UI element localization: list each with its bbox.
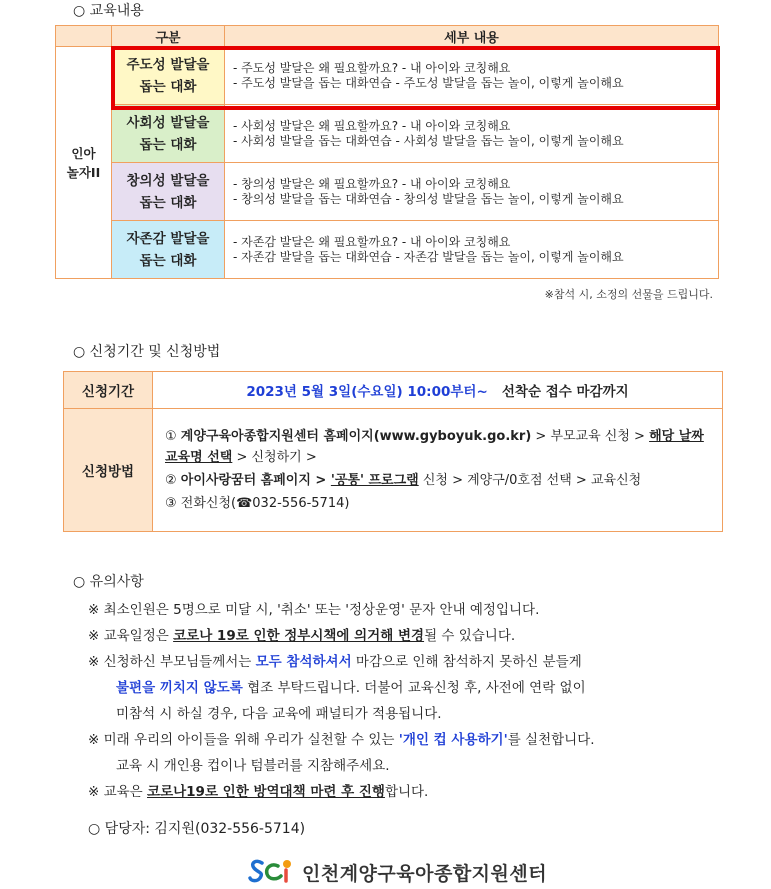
category-line1: 창의성 발달을 [126,172,210,189]
method-number: ② [165,473,177,488]
category-line1: 사회성 발달을 [126,114,210,131]
note-emphasis: 코로나 19로 인한 정부시책에 의거해 변경 [173,628,425,644]
method-path: > 부모교육 신청 > [531,429,650,444]
detail-cell [225,221,719,279]
detail-line1: - 창의성 발달은 왜 필요할까요? - 내 아이와 코칭해요 [233,176,511,191]
category-line1: 자존감 발달을 [126,230,210,247]
footer [248,855,547,889]
detail-cell [225,105,719,163]
detail-line2: - 사회성 발달을 돕는 대화연습 - 사회성 발달을 돕는 놀이, 이렇게 놀이해요 [233,133,624,148]
method-item-2 [165,470,712,491]
period-value: 2023년 5월 3일(수요일) 10:00부터~ [246,384,488,400]
note-text: 를 실천합니다. [507,732,595,748]
detail-line1: - 자존감 발달은 왜 필요할까요? - 내 아이와 코칭해요 [233,234,511,249]
category-line1: 주도성 발달을 [126,56,210,73]
group-label-line1: 인아 [71,145,96,161]
note-emphasis: 불편을 끼치지 않도록 [116,680,243,696]
sci-logo-icon [248,855,296,889]
header-detail: 세부 내용 [225,26,719,47]
note-item-continued [88,675,728,701]
notes-list [88,597,728,805]
homepage-link[interactable]: 계양구육아종합지원센터 홈페이지(www.gyboyuk.go.kr) [180,429,532,444]
category-line2: 돕는 대화 [139,194,197,211]
method-path-end: 신청 > 계양구/0호점 선택 > 교육신청 [418,473,642,488]
category-cell [112,221,225,279]
header-category: 구분 [112,26,225,47]
header-blank [56,26,112,47]
note-text: 마감으로 인해 참석하지 못하신 분들게 [351,654,582,670]
detail-line2: - 주도성 발달을 돕는 대화연습 - 주도성 발달을 돕는 놀이, 이렇게 놀이해요 [233,75,624,90]
note-text: ※ 교육은 [88,784,148,800]
select-course-text: 해당 날짜 교육명 선택 [165,429,704,465]
note-item [88,779,728,805]
note-item [88,623,728,649]
period-suffix: 선착순 접수 마감까지 [501,384,629,400]
method-item-1 [165,426,712,468]
detail-line1: - 주도성 발달은 왜 필요할까요? - 내 아이와 코칭해요 [233,60,511,75]
section-heading-notes: ○ 유의사항 [73,574,144,590]
section-heading-content: ○ 교육내용 [73,3,144,19]
common-program-text: '공통' 프로그램 [330,473,419,488]
group-label-line2: 놀자II [66,164,101,180]
detail-line2: - 창의성 발달을 돕는 대화연습 - 창의성 발달을 돕는 놀이, 이렇게 놀이해요 [233,191,624,206]
note-text: ※ 교육일정은 [88,628,174,644]
method-item-3: ③ 전화신청(☎032-556-5714) [165,496,350,511]
aisarang-text: 아이사랑꿈터 홈페이지 > [180,473,331,488]
section-heading-apply: ○ 신청기간 및 신청방법 [73,344,221,360]
method-number: ① [165,429,177,444]
note-text: 협조 부탁드립니다. 더불어 교육신청 후, 사전에 연락 없이 [242,680,586,696]
note-item [88,727,728,753]
gift-note: ※참석 시, 소정의 선물을 드립니다. [544,288,713,301]
detail-line2: - 자존감 발달을 돕는 대화연습 - 자존감 발달을 돕는 놀이, 이렇게 놀이해요 [233,249,624,264]
method-cell [153,409,723,532]
note-text: 합니다. [384,784,429,800]
method-label: 신청방법 [64,409,153,532]
method-path-end: > 신청하기 > [232,450,317,465]
category-line2: 돕는 대화 [139,252,197,269]
note-emphasis: '개인 컵 사용하기' [398,732,508,748]
category-line2: 돕는 대화 [139,136,197,153]
note-text: ※ 미래 우리의 아이들을 위해 우리가 실천할 수 있는 [88,732,399,748]
category-cell [112,163,225,221]
group-label-cell [56,47,112,279]
contact-person: ○ 담당자: 김지원(032-556-5714) [88,821,306,837]
detail-cell [225,163,719,221]
note-emphasis: 코로나19로 인한 방역대책 마련 후 진행 [147,784,385,800]
note-item [88,649,728,675]
application-table [63,371,723,532]
detail-line1: - 사회성 발달은 왜 필요할까요? - 내 아이와 코칭해요 [233,118,511,133]
note-item: ※ 최소인원은 5명으로 미달 시, '취소' 또는 '정상운영' 문자 안내 예정입니다. [88,602,540,618]
category-cell [112,105,225,163]
category-line2: 돕는 대화 [139,78,197,95]
red-highlight-box [111,46,720,110]
note-text: 될 수 있습니다. [424,628,516,644]
period-label: 신청기간 [64,372,153,409]
note-item-continued: 교육 시 개인용 컵이나 텀블러를 지참해주세요. [116,758,390,774]
note-emphasis: 모두 참석하셔서 [255,654,352,670]
org-name: 인천계양구육아종합지원센터 [302,862,548,885]
note-item-continued: 미참석 시 하실 경우, 다음 교육에 패널티가 적용됩니다. [116,706,442,722]
period-value-cell [153,372,723,409]
note-text: ※ 신청하신 부모님들께서는 [88,654,256,670]
